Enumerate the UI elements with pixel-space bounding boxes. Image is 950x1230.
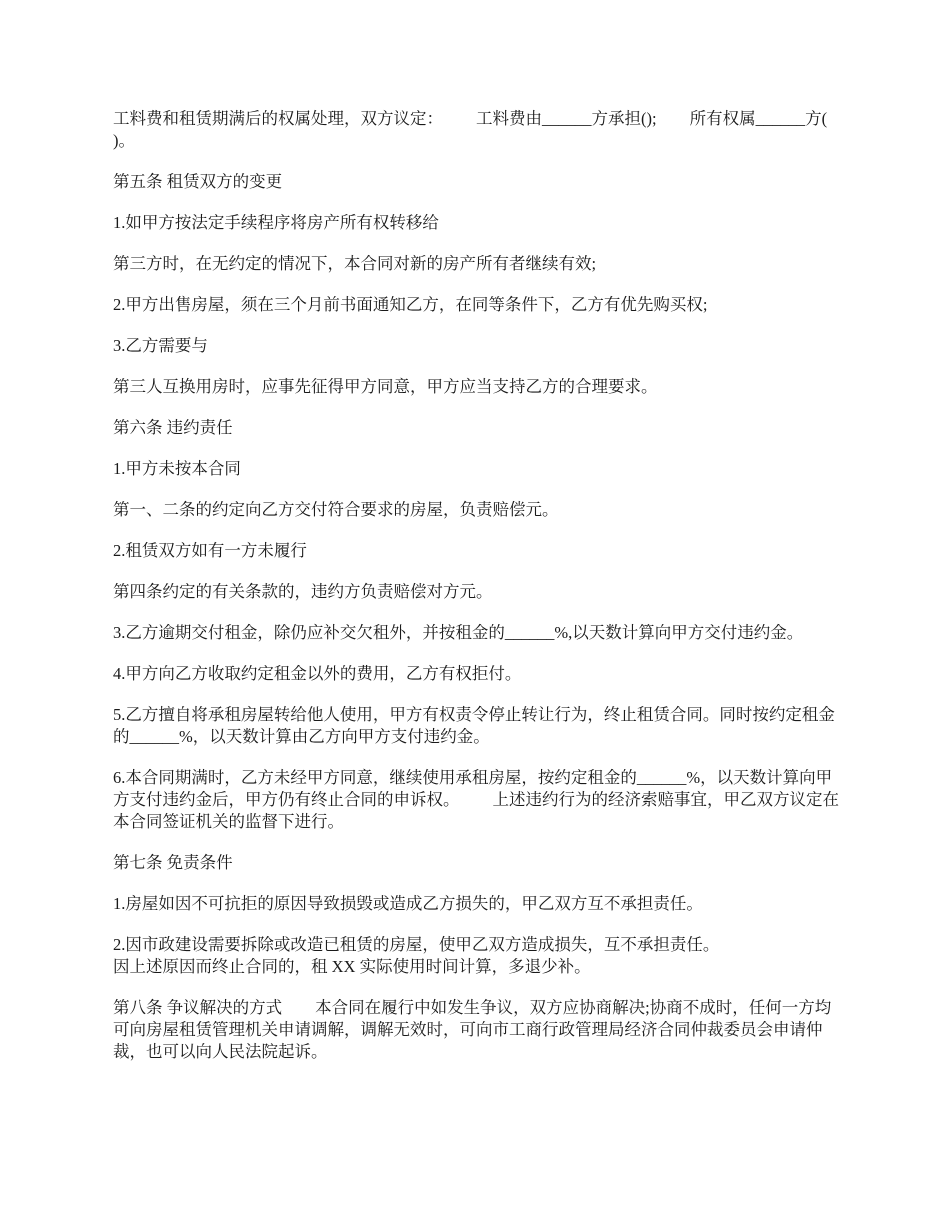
heading-article-7: 第七条 免责条件 — [113, 853, 233, 872]
heading-article-6: 第六条 违约责任 — [113, 418, 233, 437]
paragraph-fee-ownership: 工料费和租赁期满后的权属处理，双方议定： 工料费由______方承担(); 所有权属______方( )。 — [113, 109, 832, 150]
paragraph-6-4: 4.甲方向乙方收取约定租金以外的费用，乙方有权拒付。 — [113, 664, 522, 683]
paragraph-6-1-cont: 第一、二条的约定向乙方交付符合要求的房屋，负责赔偿元。 — [113, 500, 559, 519]
paragraph-5-3-cont: 第三人互换用房时，应事先征得甲方同意，甲方应当支持乙方的合理要求。 — [113, 377, 658, 396]
paragraph-5-2: 2.甲方出售房屋，须在三个月前书面通知乙方，在同等条件下，乙方有优先购买权; — [113, 295, 708, 314]
paragraph-5-1-cont: 第三方时，在无约定的情况下，本合同对新的房产所有者继续有效; — [113, 254, 597, 273]
paragraph-6-2-cont: 第四条约定的有关条款的，违约方负责赔偿对方元。 — [113, 582, 493, 601]
paragraph-5-3: 3.乙方需要与 — [113, 336, 208, 355]
paragraph-6-5: 5.乙方擅自将承租房屋转给他人使用，甲方有权责令停止转让行为，终止租赁合同。同时按约定租金的______%，以天数计算由乙方向甲方支付违约金。 — [113, 705, 835, 746]
paragraph-6-2: 2.租赁双方如有一方未履行 — [113, 541, 307, 560]
document-body — [113, 108, 841, 1082]
paragraph-6-3: 3.乙方逾期交付租金，除仍应补交欠租外，并按租金的______%,以天数计算向甲方交付违约金。 — [113, 623, 804, 642]
paragraph-7-1: 1.房屋如因不可抗拒的原因导致损毁或造成乙方损失的，甲乙双方互不承担责任。 — [113, 894, 703, 913]
paragraph-article-8: 第八条 争议解决的方式 本合同在履行中如发生争议，双方应协商解决;协商不成时，任何一方均可向房屋租赁管理机关申请调解，调解无效时，可向市工商行政管理局经济合同仲裁委员会申请仲裁，也可以向人民法院起诉。 — [113, 998, 832, 1061]
paragraph-5-1: 1.如甲方按法定手续程序将房产所有权转移给 — [113, 213, 439, 232]
heading-article-5: 第五条 租赁双方的变更 — [113, 172, 283, 191]
paragraph-6-1: 1.甲方未按本合同 — [113, 459, 241, 478]
paragraph-7-2: 2.因市政建设需要拆除或改造已租赁的房屋，使甲乙双方造成损失，互不承担责任。 因上述原因而终止合同的，租 XX 实际使用时间计算，多退少补。 — [113, 935, 720, 976]
paragraph-6-6: 6.本合同期满时，乙方未经甲方同意，继续使用承租房屋，按约定租金的______%，以天数计算向甲方支付违约金后，甲方仍有终止合同的申诉权。 上述违约行为的经济索赔事宜，甲乙双方议定在本合同签证机关的监督下进行。 — [113, 768, 839, 831]
